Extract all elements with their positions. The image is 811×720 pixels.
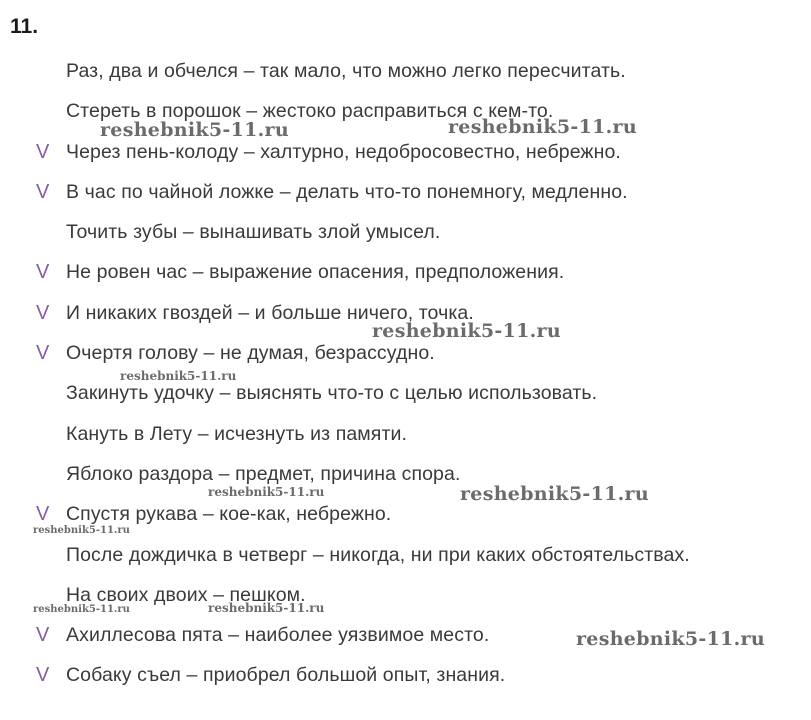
phrase-item: [0, 256, 811, 296]
watermark: reshebnik5-11.ru: [33, 525, 130, 536]
phrase-text: Кануть в Лету – исчезнуть из памяти.: [66, 422, 408, 445]
task-number: 11.: [10, 15, 39, 38]
phrase-text: Не ровен час – выражение опасения, предположения.: [66, 261, 565, 284]
check-mark-icon: V: [36, 624, 50, 647]
phrase-text: Через пень-колоду – халтурно, недобросовестно, небрежно.: [66, 140, 621, 163]
phrase-text: Яблоко раздора – предмет, причина спора.: [66, 462, 461, 485]
phrase-item: [0, 176, 811, 216]
check-mark-icon: V: [36, 664, 50, 687]
phrase-item: [0, 418, 811, 458]
watermark: reshebnik5-11.ru: [120, 369, 237, 383]
phrase-text: Очертя голову – не думая, безрассудно.: [66, 342, 435, 365]
watermark: reshebnik5-11.ru: [372, 320, 561, 342]
phrase-item: [0, 659, 811, 699]
phrase-text: Раз, два и обчелся – так мало, что можно легко пересчитать.: [66, 60, 626, 82]
check-mark-icon: V: [36, 503, 50, 526]
check-mark-icon: V: [36, 342, 50, 365]
watermark: reshebnik5-11.ru: [576, 628, 765, 650]
watermark: reshebnik5-11.ru: [460, 483, 649, 505]
phrase-text: Точить зубы – вынашивать злой умысел.: [66, 221, 441, 244]
check-mark-icon: V: [36, 140, 50, 163]
phrase-item: [0, 539, 811, 579]
check-mark-icon: V: [36, 261, 50, 284]
watermark: reshebnik5-11.ru: [208, 601, 325, 615]
check-mark-icon: V: [36, 301, 50, 324]
phrase-item: [0, 136, 811, 176]
watermark: reshebnik5-11.ru: [33, 604, 130, 615]
phrase-text: Собаку съел – приобрел большой опыт, знания.: [66, 664, 506, 687]
phrase-text: Закинуть удочку – выяснять что-то с целью использовать.: [66, 382, 598, 405]
phrase-text: Стереть в порошок – жестоко расправиться с кем-то.: [66, 100, 554, 123]
watermark: reshebnik5-11.ru: [100, 119, 289, 141]
phrase-item: [0, 377, 811, 417]
phrase-text: Спустя рукава – кое-как, небрежно.: [66, 503, 392, 526]
phrase-item: [0, 55, 811, 95]
phrase-item: [0, 216, 811, 256]
check-mark-icon: V: [36, 180, 50, 203]
phrase-text: После дождичка в четверг – никогда, ни при каких обстоятельствах.: [66, 543, 690, 566]
phrase-text: Ахиллесова пята – наиболее уязвимое место.: [66, 624, 490, 647]
watermark: reshebnik5-11.ru: [208, 485, 325, 499]
watermark: reshebnik5-11.ru: [448, 116, 637, 138]
phrase-item: [0, 458, 811, 498]
phrase-text: На своих двоих – пешком.: [66, 583, 306, 606]
phrase-text: И никаких гвоздей – и больше ничего, точка.: [66, 301, 474, 324]
phrase-text: В час по чайной ложке – делать что-то понемногу, медленно.: [66, 180, 628, 203]
